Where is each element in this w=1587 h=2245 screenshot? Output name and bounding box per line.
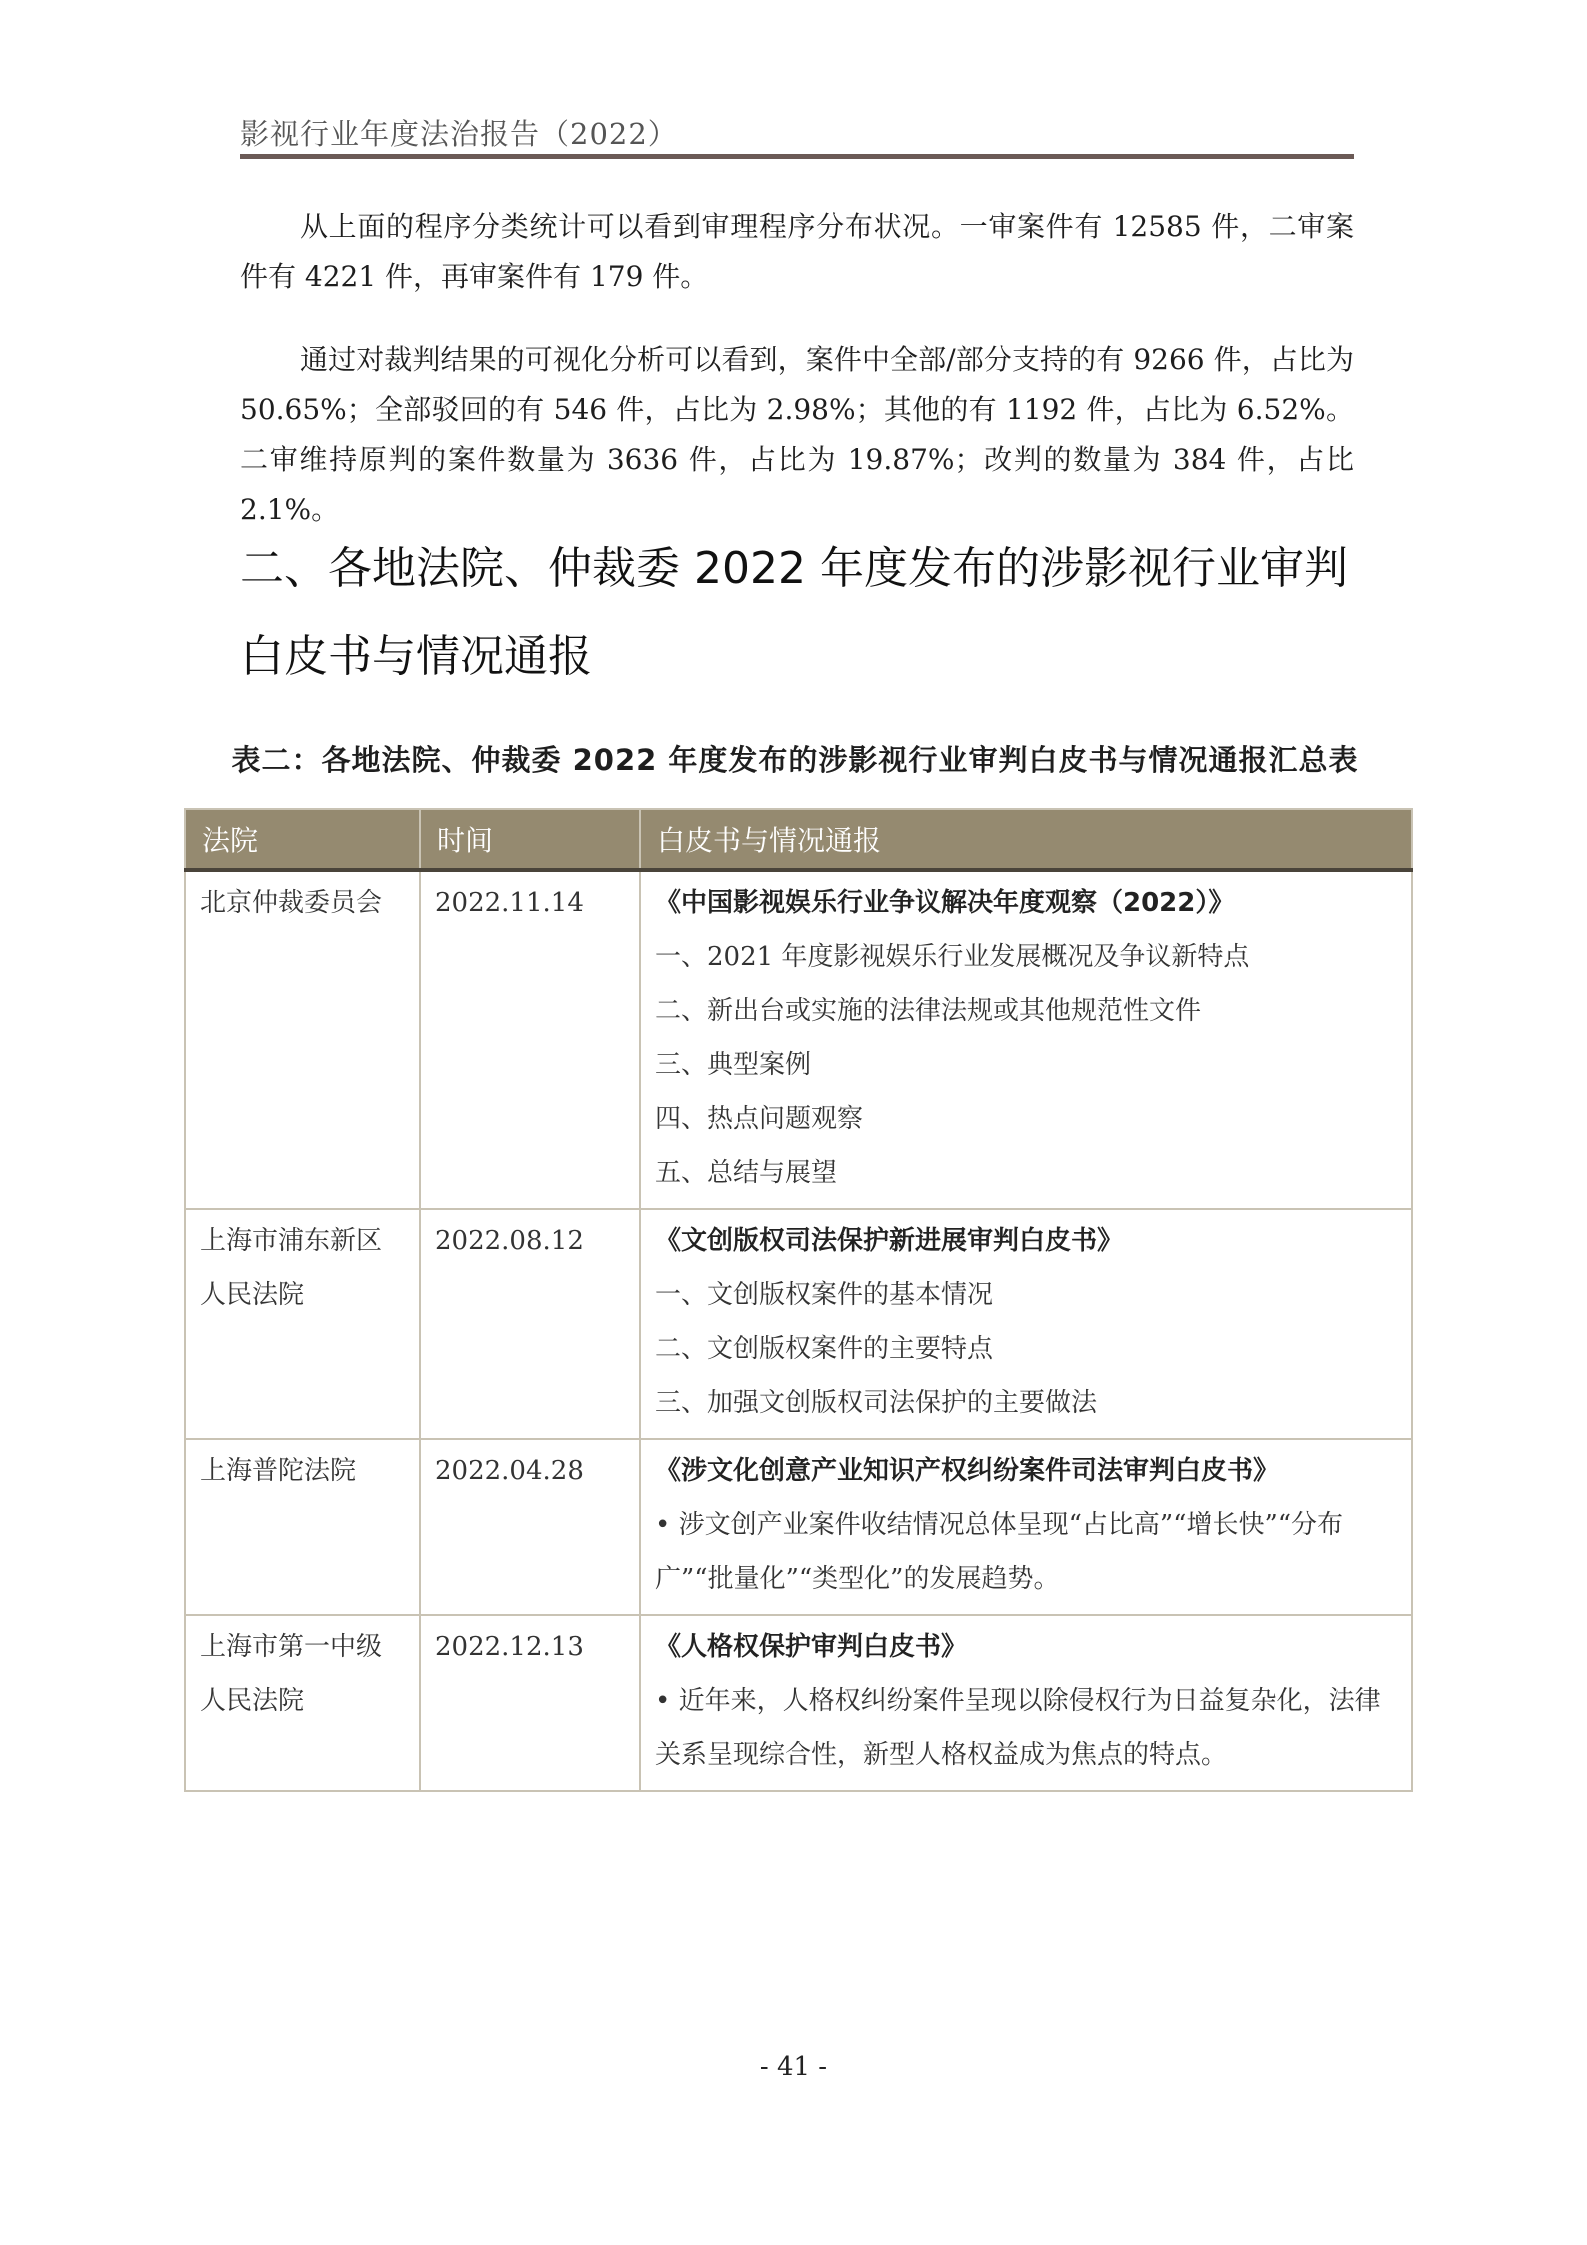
whitepaper-cell <box>640 1439 1412 1615</box>
date-cell: 2022.08.12 <box>420 1209 640 1439</box>
whitepaper-item: 二、新出台或实施的法律法规或其他规范性文件 <box>655 996 1202 1026</box>
whitepaper-title: 《中国影视娱乐行业争议解决年度观察（2022）》 <box>655 888 1235 918</box>
table-row <box>185 1439 1412 1615</box>
whitepaper-title: 《涉文化创意产业知识产权纠纷案件司法审判白皮书》 <box>655 1456 1280 1486</box>
whitepaper-item: • 近年来，人格权纠纷案件呈现以除侵权行为日益复杂化，法律关系呈现综合性，新型人格权益成为焦点的特点。 <box>655 1686 1381 1770</box>
page-number: - 41 - <box>759 2052 828 2082</box>
court-cell: 北京仲裁委员会 <box>185 870 420 1209</box>
whitepaper-item: 三、典型案例 <box>655 1050 812 1080</box>
whitepaper-title: 《文创版权司法保护新进展审判白皮书》 <box>655 1226 1124 1256</box>
column-header-court: 法院 <box>185 809 420 870</box>
header-divider <box>240 154 1354 159</box>
whitepaper-cell <box>640 870 1412 1209</box>
table-header-row <box>185 809 1412 870</box>
column-header-date: 时间 <box>420 809 640 870</box>
whitepaper-cell <box>640 1209 1412 1439</box>
whitepaper-item: • 涉文创产业案件收结情况总体呈现“占比高”“增长快”“分布广”“批量化”“类型化”的发展趋势。 <box>655 1510 1344 1594</box>
date-cell: 2022.04.28 <box>420 1439 640 1615</box>
whitepaper-item: 三、加强文创版权司法保护的主要做法 <box>655 1388 1098 1418</box>
date-cell: 2022.12.13 <box>420 1615 640 1791</box>
column-header-whitepaper: 白皮书与情况通报 <box>640 809 1412 870</box>
body-paragraph-judgment: 通过对裁判结果的可视化分析可以看到，案件中全部/部分支持的有 9266 件，占比为 50.65%；全部驳回的有 546 件，占比为 2.98%；其他的有 1192 件，占比为 6.52%。二审维持原判的案件数量为 3636 件，占比为 19.87%；改判的数量为 384 件，占比 2.1%。 <box>240 343 1354 526</box>
whitepaper-item: 五、总结与展望 <box>655 1158 838 1188</box>
whitepaper-summary-table <box>184 808 1413 1792</box>
date-cell: 2022.11.14 <box>420 870 640 1209</box>
whitepaper-item: 四、热点问题观察 <box>655 1104 864 1134</box>
court-cell: 上海市第一中级人民法院 <box>185 1615 420 1791</box>
whitepaper-item: 一、2021 年度影视娱乐行业发展概况及争议新特点 <box>655 942 1250 972</box>
table-row <box>185 1615 1412 1791</box>
running-header-title: 影视行业年度法治报告（2022） <box>240 117 678 151</box>
section-heading: 二、各地法院、仲裁委 2022 年度发布的涉影视行业审判白皮书与情况通报 <box>240 543 1348 682</box>
table-caption: 表二：各地法院、仲裁委 2022 年度发布的涉影视行业审判白皮书与情况通报汇总表 <box>231 743 1359 777</box>
table-row <box>185 870 1412 1209</box>
body-paragraph-procedure: 从上面的程序分类统计可以看到审理程序分布状况。一审案件有 12585 件，二审案件有 4221 件，再审案件有 179 件。 <box>240 210 1354 293</box>
court-cell: 上海市浦东新区人民法院 <box>185 1209 420 1439</box>
whitepaper-item: 一、文创版权案件的基本情况 <box>655 1280 994 1310</box>
table-row <box>185 1209 1412 1439</box>
whitepaper-title: 《人格权保护审判白皮书》 <box>655 1632 968 1662</box>
whitepaper-item: 二、文创版权案件的主要特点 <box>655 1334 994 1364</box>
court-cell: 上海普陀法院 <box>185 1439 420 1615</box>
whitepaper-cell <box>640 1615 1412 1791</box>
